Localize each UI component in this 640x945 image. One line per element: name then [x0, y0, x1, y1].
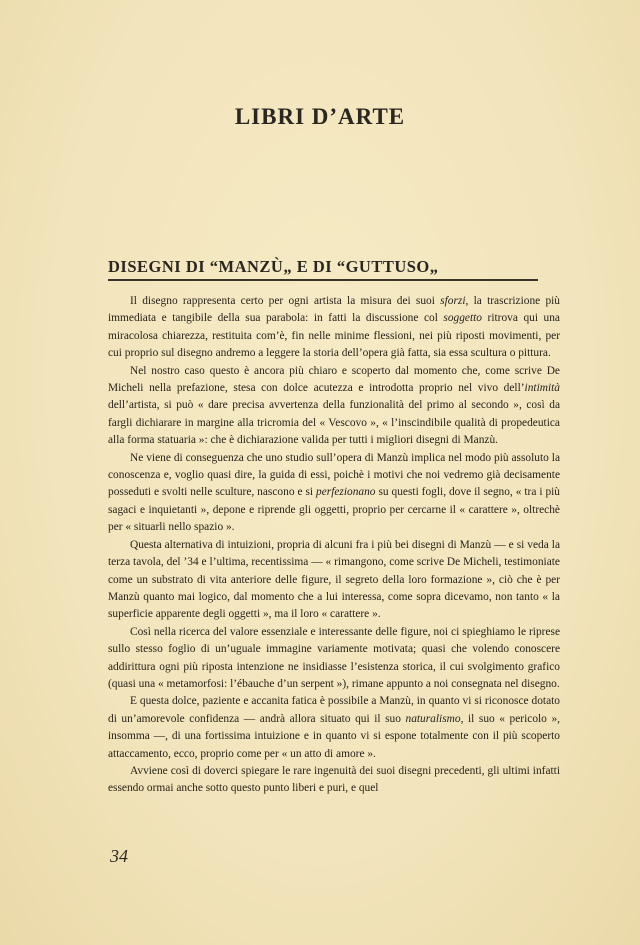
section-title: LIBRI D’ARTE [234, 104, 406, 129]
text-run: E questa dolce, paziente e accanita fatica è possibile a Manzù, in quanto vi si riconosce dotato di un’amorevole confidenza — andrà allora situato qui il suo [108, 695, 560, 725]
text-run: dell’artista, si può « dare precisa avvertenza della funzionalità del primo al secondo », così da fargli dichiarare in margine alla tricromia del « Vescovo », « l’inscindibile qualità di propedeutica alla forma statuaria »: che è dichiarazione valida per tutti i migliori disegni di Manzù. [108, 399, 560, 447]
paragraph-3 [108, 450, 560, 537]
text-run: Nel nostro caso questo è ancora più chiaro e scoperto dal momento che, come scrive De Micheli nella prefazione, stesa con dolce acutezza e introdotta proprio nel vivo dell’ [108, 364, 560, 395]
paragraph-4: Questa alternativa di intuizioni, propria di alcuni fra i più bei disegni di Manzù — e si veda la terza tavola, del ’34 e l’ultima, recentissima — « rimangono, come scrive De Micheli, testimoniate come un substrato di vita anteriore delle figure, il segreto della loro formazione », ciò che è per Manzù quanto mai logico, dal momento che a lui interessa, come sopra dicevamo, non tanto « la superficie apparente degli oggetti », ma il loro « carattere ». [108, 538, 560, 621]
text-run: , la trascrizione più immediata e tangibile della sua parabola: in fatti la discussione col [108, 295, 561, 325]
text-run: ritrova qui una miracolosa chiarezza, restituita com’è, fin nelle minime flessioni, nei più riposti movimenti, per cui proprio sul disegno andremo a leggere la storia dell’opera già fatta, sia essa scultura o pittura. [108, 312, 560, 360]
italic-term: sforzi [440, 295, 466, 307]
paragraph-1 [108, 293, 560, 363]
italic-term: perfezionano [316, 486, 376, 499]
page-number: 34 [110, 846, 128, 866]
paragraph-6 [108, 693, 560, 763]
paragraph-2 [108, 363, 560, 450]
text-run: Ne viene di conseguenza che uno studio sull’opera di Manzù implica nel modo più assoluto la conoscenza e, voglio quasi dire, la guida di essi, poichè i motivi che noi vedremo già decisamente posseduti e svolti nelle sculture, nascono e si [108, 451, 560, 499]
article-body [108, 293, 560, 798]
text-run: , il suo « pericolo », insomma —, di una fortissima intuizione e in quanto vi si espone totalmente con il più scoperto attaccamento, ecco, proprio come per « un atto di amore ». [108, 712, 560, 760]
italic-term: naturalismo [405, 712, 461, 725]
text-run: Il disegno rappresenta certo per ogni artista la misura dei suoi [130, 295, 441, 307]
italic-term: soggetto [443, 312, 483, 325]
italic-term: intimità [524, 382, 560, 395]
paragraph-7: Avviene così di doverci spiegare le rare ingenuità dei suoi disegni precedenti, gli ultimi infatti essendo ormai anche sotto questo punto liberi e puri, e quel [108, 764, 560, 795]
text-run: su questi fogli, dove il segno, « tra i più sagaci e inquietanti », depone e riprende gli oggetti, proprio per cercarne il « carattere », oltrechè per « situarli nello spazio ». [108, 486, 560, 534]
paragraph-5: Così nella ricerca del valore essenziale e interessante delle figure, noi ci spieghiamo le riprese sullo stesso foglio di un’uguale immagine variamente motivata; quasi che volendo conoscere addirittura ogni più riposta intenzione ne insidiasse l’esistenza storica, il cui svolgimento grafico (quasi una « metamorfosi: l’ébauche d’un serpent »), rimane appunto a noi consegnata nel disegno. [108, 625, 560, 690]
article-title: DISEGNI DI “MANZÙ„ E DI “GUTTUSO„ [108, 257, 538, 281]
